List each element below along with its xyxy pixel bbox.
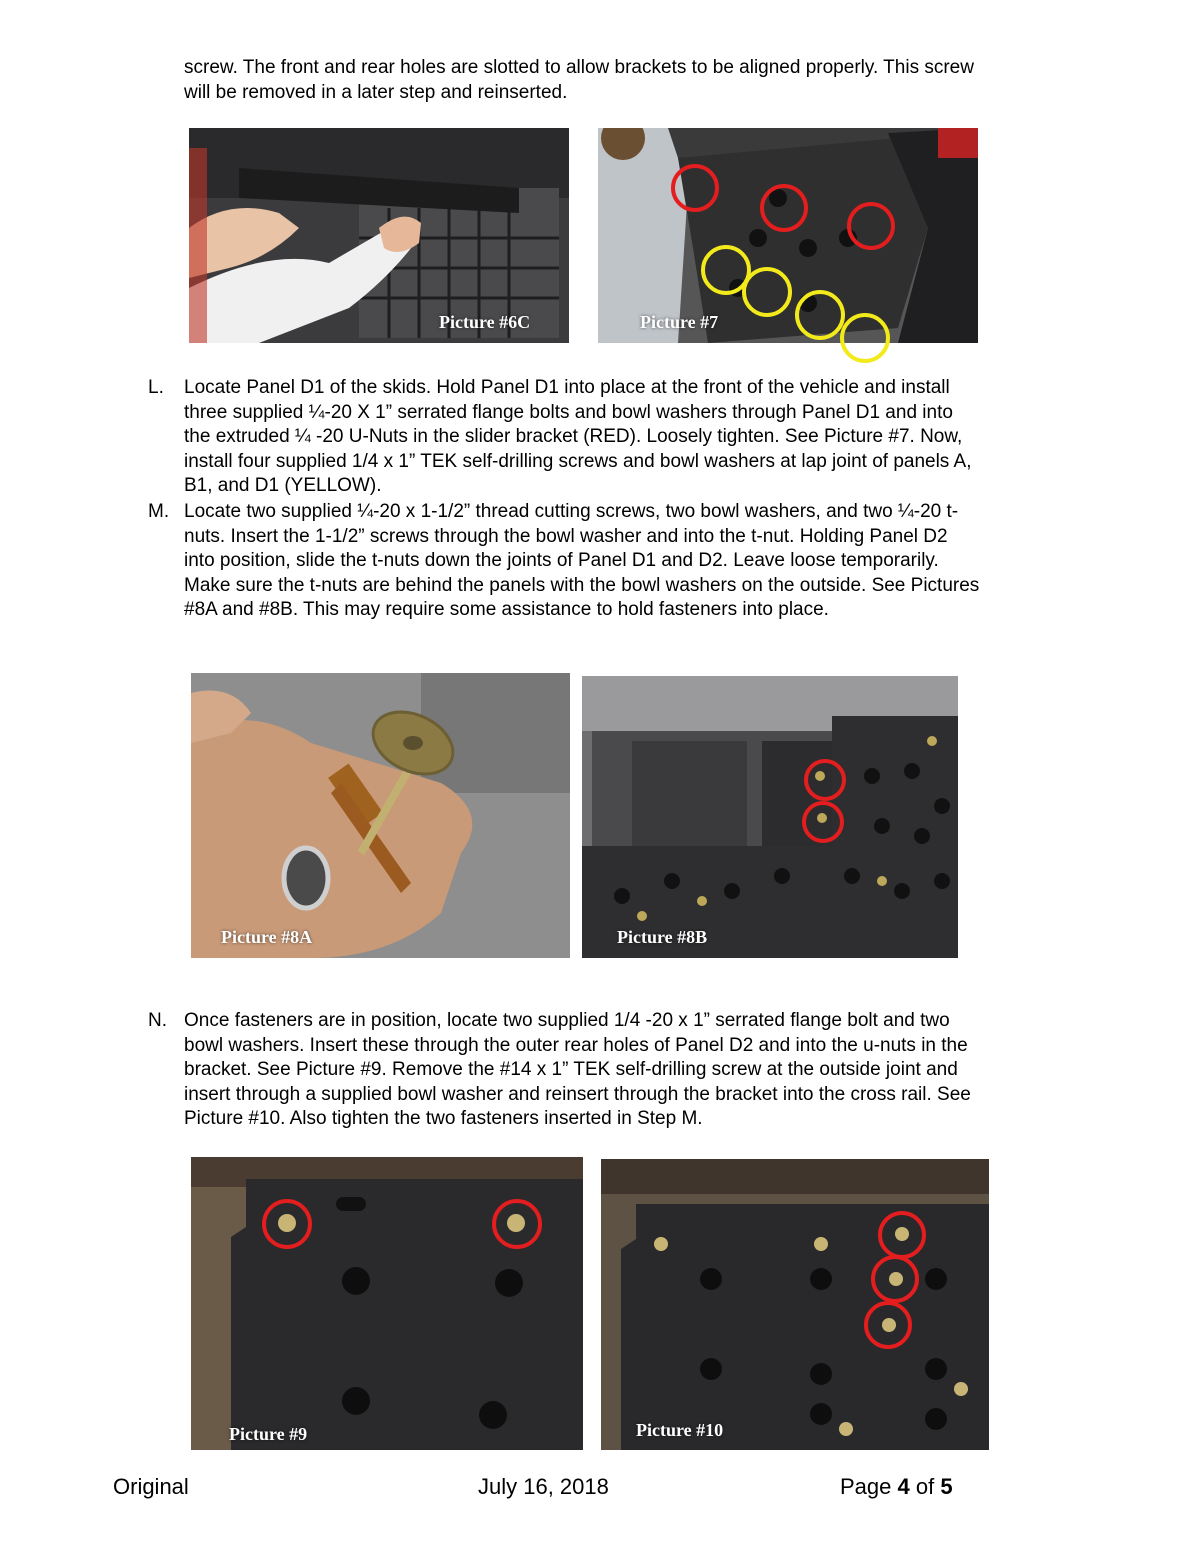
yellow-marker — [744, 269, 790, 315]
picture-8b — [582, 676, 958, 958]
step-line: bowl washers. Insert these through the outer rear holes of Panel D2 and into the u-nuts in the — [184, 1034, 968, 1056]
step-line: install four supplied 1/4 x 1” TEK self-drilling screws and bowl washers at lap joint of panels A, — [184, 450, 972, 472]
intro-line-2: will be removed in a later step and reinserted. — [184, 81, 568, 103]
yellow-marker — [797, 292, 843, 338]
step-line: nuts. Insert the 1-1/2” screws through the bowl washer and into the t-nut. Holding Panel D2 — [184, 525, 948, 547]
red-marker — [762, 186, 806, 230]
intro-paragraph — [184, 56, 974, 105]
yellow-marker — [842, 315, 888, 361]
picture-8b-caption: Picture #8B — [617, 927, 708, 947]
picture-7 — [598, 128, 978, 343]
step-line: Locate two supplied ¼-20 x 1-1/2” thread cutting screws, two bowl washers, and two ¼-20 t- — [184, 501, 959, 522]
picture-10 — [601, 1159, 989, 1450]
step-line: into position, slide the t-nuts down the joints of Panel D1 and D2. Leave loose temporarily. — [184, 550, 939, 571]
step-n — [148, 1009, 1098, 1132]
picture-10-caption: Picture #10 — [636, 1420, 724, 1440]
step-text — [184, 500, 1098, 623]
step-line: Once fasteners are in position, locate two supplied 1/4 -20 x 1” serrated flange bolt and two — [184, 1010, 950, 1031]
page-label: Page — [840, 1474, 898, 1499]
step-text — [184, 376, 1098, 499]
step-line: insert through a supplied bowl washer and reinsert through the bracket into the cross rail. See — [184, 1083, 971, 1105]
footer-page-number — [840, 1474, 953, 1500]
footer-date: July 16, 2018 — [478, 1474, 609, 1499]
step-line: #8A and #8B. This may require some assistance to hold fasteners into place. — [184, 599, 829, 620]
step-line: Picture #10. Also tighten the two fasteners inserted in Step M. — [184, 1108, 703, 1129]
step-line: Locate Panel D1 of the skids. Hold Panel D1 into place at the front of the vehicle and install — [184, 377, 950, 398]
page-total: 5 — [940, 1474, 953, 1499]
step-line: the extruded ¼ -20 U-Nuts in the slider bracket (RED). Loosely tighten. See Picture #7. Now, — [184, 426, 963, 447]
page-current: 4 — [897, 1474, 910, 1499]
picture-7-caption: Picture #7 — [640, 312, 719, 332]
step-m — [148, 500, 1098, 623]
yellow-marker — [703, 247, 749, 293]
step-line: three supplied ¼-20 X 1” serrated flange bolts and bowl washers through Panel D1 and into — [184, 401, 953, 423]
red-marker — [849, 204, 893, 248]
picture-9 — [191, 1157, 583, 1450]
step-l — [148, 376, 1098, 499]
picture-6c — [189, 128, 569, 343]
page-of: of — [909, 1474, 941, 1499]
step-text — [184, 1009, 1098, 1132]
picture-6c-caption: Picture #6C — [439, 312, 531, 332]
step-letter: M. — [148, 501, 170, 522]
step-line: B1, and D1 (YELLOW). — [184, 475, 382, 496]
step-letter: N. — [148, 1010, 167, 1031]
step-line: Make sure the t-nuts are behind the panels with the bowl washers on the outside. See Pictures — [184, 574, 980, 596]
intro-line-1: screw. The front and rear holes are slotted to allow brackets to be aligned properly. This screw — [184, 57, 974, 78]
footer-revision: Original — [113, 1474, 189, 1499]
picture-8a-caption: Picture #8A — [221, 927, 313, 947]
step-letter: L. — [148, 377, 164, 398]
step-line: bracket. See Picture #9. Remove the #14 x 1” TEK self-drilling screw at the outside joint and — [184, 1059, 958, 1080]
red-marker — [673, 166, 717, 210]
picture-8a — [191, 673, 570, 958]
picture-9-caption: Picture #9 — [229, 1424, 308, 1444]
